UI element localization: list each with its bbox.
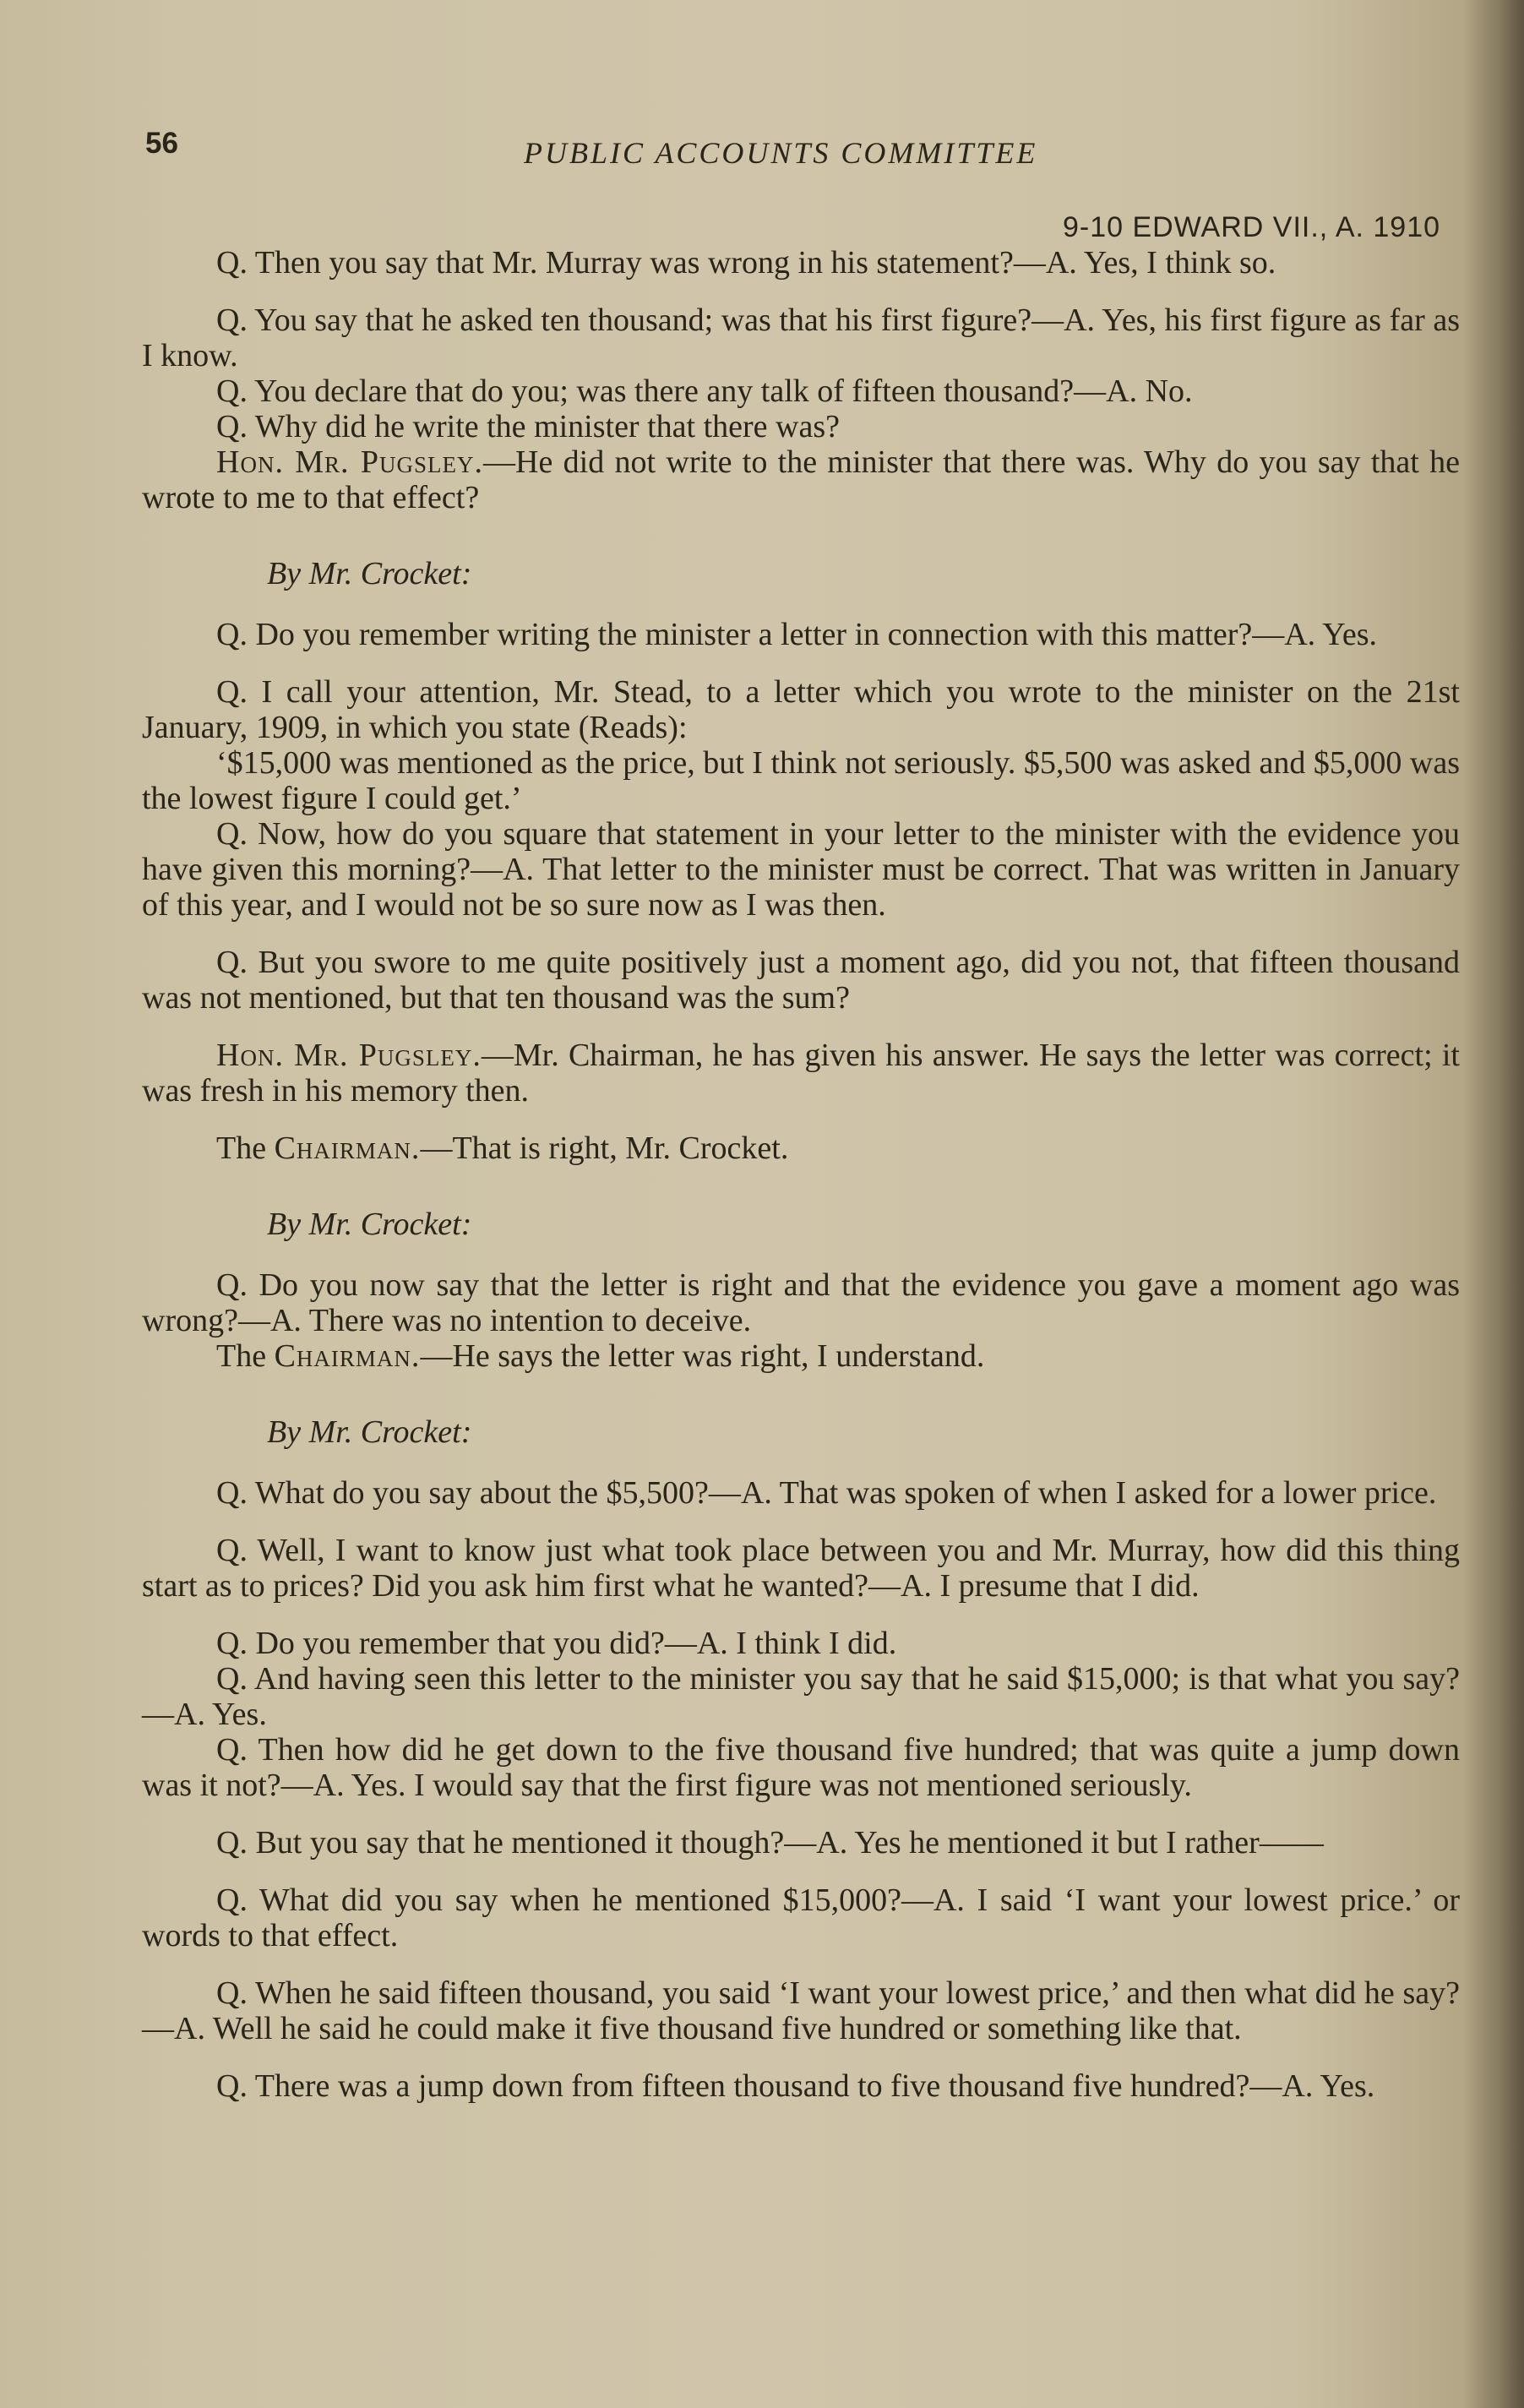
paragraph: Q. I call your attention, Mr. Stead, to a letter which you wrote to the minister on the 21st January, 1909, in which you state (Reads):: [142, 674, 1460, 745]
body-text: [142, 245, 1460, 2104]
section-heading: By Mr. Crocket:: [267, 556, 472, 591]
paragraph: Q. Do you remember writing the minister a letter in connection with this matter?—A. Yes.: [216, 617, 1378, 652]
paragraph: Q. Then you say that Mr. Murray was wrong in his statement?—A. Yes, I think so.: [216, 245, 1276, 281]
paragraph: Q. But you say that he mentioned it though?—A. Yes he mentioned it but I rather——: [216, 1825, 1324, 1860]
paragraph: Q. Now, how do you square that statement in your letter to the minister with the evidence you have given this morning?—A. That letter to the minister must be correct. That was written in January of this year, and I would not be so sure now as I was then.: [142, 816, 1460, 923]
paragraph: [142, 444, 1460, 515]
speech-text: —He says the letter was right, I understand.: [420, 1338, 985, 1374]
section-heading: By Mr. Crocket:: [267, 1207, 472, 1242]
running-head: PUBLIC ACCOUNTS COMMITTEE: [524, 136, 1038, 170]
paragraph: Q. Why did he write the minister that there was?: [216, 409, 840, 444]
speaker-prefix: The: [216, 1130, 275, 1166]
speech-text: —That is right, Mr. Crocket.: [420, 1130, 789, 1166]
paragraph: Q. And having seen this letter to the minister you say that he said $15,000; is that what you say?—A. Yes.: [142, 1661, 1460, 1732]
paragraph: Q. What did you say when he mentioned $15,000?—A. I said ‘I want your lowest price.’ or words to that effect.: [142, 1882, 1460, 1953]
page-gutter-shadow: [1465, 0, 1524, 2408]
paragraph: Q. Do you remember that you did?—A. I think I did.: [216, 1626, 897, 1661]
page-number: 56: [145, 127, 178, 160]
speaker-name: Chairman.: [274, 1338, 421, 1374]
section-heading: By Mr. Crocket:: [267, 1414, 472, 1450]
paragraph: Q. Then how did he get down to the five thousand five hundred; that was quite a jump down was it not?—A. Yes. I would say that the first figure was not mentioned seriously.: [142, 1732, 1460, 1803]
speaker-name: Hon. Mr. Pugsley.: [216, 1038, 482, 1073]
paragraph: Q. What do you say about the $5,500?—A. That was spoken of when I asked for a lower price.: [216, 1475, 1437, 1511]
paragraph: Q. When he said fifteen thousand, you said ‘I want your lowest price,’ and then what did he say?—A. Well he said he could make it five thousand five hundred or something like that.: [142, 1975, 1460, 2046]
speech-text: —Mr. Chairman, he has given his answer. He says the letter was correct; it was fresh in his memory then.: [142, 1038, 1460, 1109]
paragraph: Q. You say that he asked ten thousand; was that his first figure?—A. Yes, his first figure as far as I know.: [142, 302, 1460, 373]
paragraph: Q. Well, I want to know just what took place between you and Mr. Murray, how did this thing start as to prices? Did you ask him first what he wanted?—A. I presume that I did.: [142, 1533, 1460, 1604]
paragraph: [142, 1130, 1460, 1166]
paragraph: Q. There was a jump down from fifteen thousand to five thousand five hundred?—A. Yes.: [216, 2068, 1375, 2104]
session-label: 9-10 EDWARD VII., A. 1910: [1063, 211, 1441, 243]
speaker-name: Hon. Mr. Pugsley.: [216, 444, 484, 480]
quoted-letter: ‘$15,000 was mentioned as the price, but I think not seriously. $5,500 was asked and $5,000 was the lowest figure I could get.’: [142, 745, 1460, 816]
paragraph: [142, 1038, 1460, 1109]
speech-text: —He did not write to the minister that there was. Why do you say that he wrote to me to that effect?: [142, 444, 1460, 515]
speaker-prefix: The: [216, 1338, 275, 1374]
paragraph: Q. But you swore to me quite positively just a moment ago, did you not, that fifteen thousand was not mentioned, but that ten thousand was the sum?: [142, 945, 1460, 1016]
paragraph: Q. You declare that do you; was there any talk of fifteen thousand?—A. No.: [216, 373, 1193, 409]
paragraph: Q. Do you now say that the letter is right and that the evidence you gave a moment ago was wrong?—A. There was no intention to deceive.: [142, 1267, 1460, 1338]
speaker-name: Chairman.: [274, 1130, 421, 1166]
paragraph: [142, 1338, 1460, 1374]
